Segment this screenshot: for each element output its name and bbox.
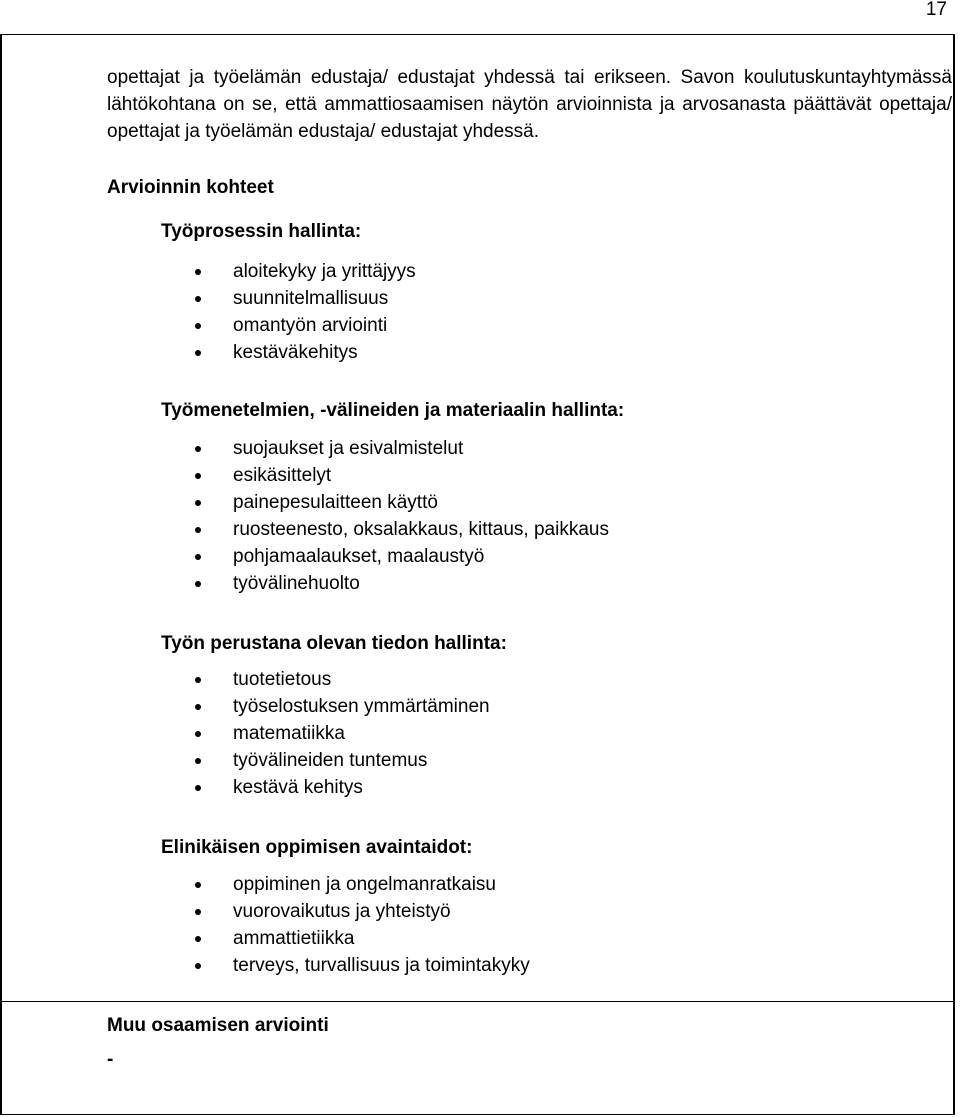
bullet-icon [195,269,201,275]
bullet-icon [195,323,201,329]
bullet-icon [195,473,201,479]
section-divider [0,1001,955,1002]
section-title-tiedon-hallinta: Työn perustana olevan tiedon hallinta: [161,633,507,654]
intro-paragraph: opettajat ja työelämän edustaja/ edustajat yhdessä tai erikseen. Savon koulutuskuntayhtymässä lähtökohtana on se, että ammattiosaamisen näytön arvioinnista ja arvosanasta päättävät opettaja/ opettajat ja työelämän edustaja/ edustajat yhdessä. [107,67,952,142]
bullet-icon [195,527,201,533]
bullet-icon [195,554,201,560]
bullet-icon [195,500,201,506]
section-title-tyoprosessi: Työprosessin hallinta: [161,221,362,242]
bullet-icon [195,296,201,302]
bullet-icon [195,350,201,356]
bullet-icon [195,731,201,737]
main-heading: Arvioinnin kohteet [107,177,274,198]
bullet-icon [195,581,201,587]
other-assessment-value: - [107,1049,114,1070]
bottom-rule [0,1114,955,1115]
section-title-avaintaidot: Elinikäisen oppimisen avaintaidot: [161,837,473,858]
bullet-icon [195,963,201,969]
bullet-icon [195,909,201,915]
bullet-icon [195,936,201,942]
other-assessment-heading: Muu osaamisen arviointi [107,1015,329,1036]
bullet-icon [195,677,201,683]
section-title-tyomenetelmat: Työmenetelmien, -välineiden ja materiaalin hallinta: [161,400,625,421]
bullet-icon [195,785,201,791]
bullet-icon [195,758,201,764]
bullet-icon [195,446,201,452]
bullet-icon [195,882,201,888]
bullet-icon [195,704,201,710]
page-number: 17 [925,0,947,20]
